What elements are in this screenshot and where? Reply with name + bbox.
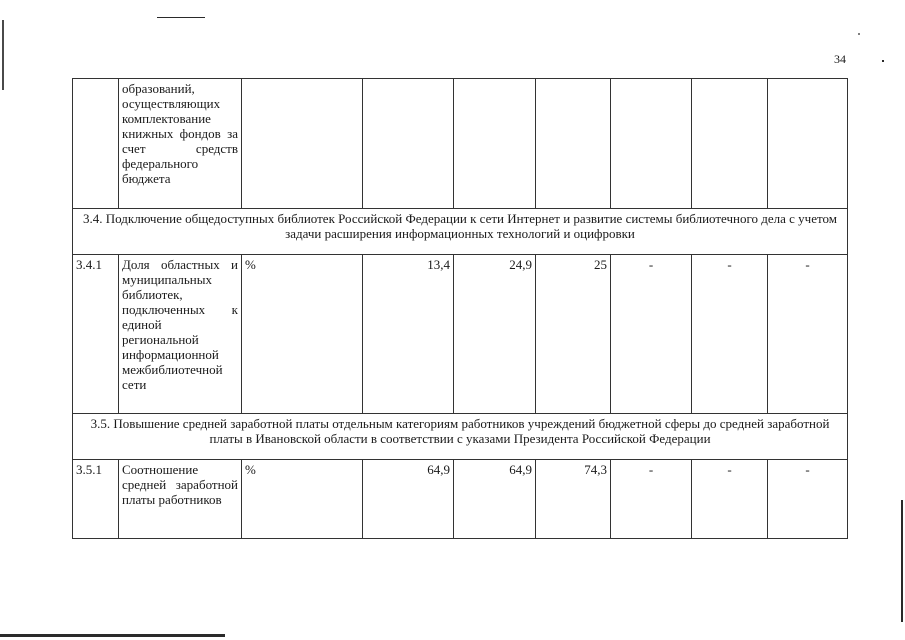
value-cell: 24,9 (454, 255, 536, 414)
value-cell: - (692, 255, 768, 414)
row-id (73, 79, 119, 209)
value-cell: 74,3 (536, 460, 611, 539)
row-unit: % (242, 255, 363, 414)
value-cell: 13,4 (363, 255, 454, 414)
row-unit: % (242, 460, 363, 539)
value-cell (692, 79, 768, 209)
table-row (73, 460, 848, 539)
value-cell: 64,9 (454, 460, 536, 539)
top-rule (157, 17, 205, 18)
value-cell: 64,9 (363, 460, 454, 539)
page-number: 34 (834, 52, 846, 66)
value-cell: - (611, 255, 692, 414)
value-cell: - (768, 460, 848, 539)
bottom-rule (0, 634, 225, 637)
indicator-table (72, 78, 848, 539)
row-unit (242, 79, 363, 209)
value-cell (768, 79, 848, 209)
value-cell (536, 79, 611, 209)
table-row (73, 79, 848, 209)
section-row (73, 414, 848, 460)
value-cell: - (692, 460, 768, 539)
row-id: 3.5.1 (73, 460, 119, 539)
table-row (73, 255, 848, 414)
left-edge-mark (2, 20, 4, 90)
row-id: 3.4.1 (73, 255, 119, 414)
speck (858, 33, 860, 35)
value-cell (611, 79, 692, 209)
value-cell: - (611, 460, 692, 539)
right-edge-mark (901, 500, 903, 622)
row-name: образований, осуществляющих комплектование книжных фондов за счет средств федерального бюджета (119, 79, 242, 209)
section-row (73, 209, 848, 255)
value-cell (363, 79, 454, 209)
value-cell: 25 (536, 255, 611, 414)
speck (882, 60, 884, 62)
section-heading: 3.5. Повышение средней заработной платы отдельным категориям работников учреждений бюджетной сферы до средней заработной платы в Ивановской области в соответствии с указами Президента Российской Федерации (73, 414, 848, 460)
value-cell (454, 79, 536, 209)
value-cell: - (768, 255, 848, 414)
row-name: Соотношение средней заработной платы работников (119, 460, 242, 539)
section-heading: 3.4. Подключение общедоступных библиотек Российской Федерации к сети Интернет и развитие системы библиотечного дела с учетом задачи расширения информационных технологий и оцифровки (73, 209, 848, 255)
row-name: Доля областных и муниципальных библиотек, подключенных к единой региональной информационной межбиблиотечной сети (119, 255, 242, 414)
